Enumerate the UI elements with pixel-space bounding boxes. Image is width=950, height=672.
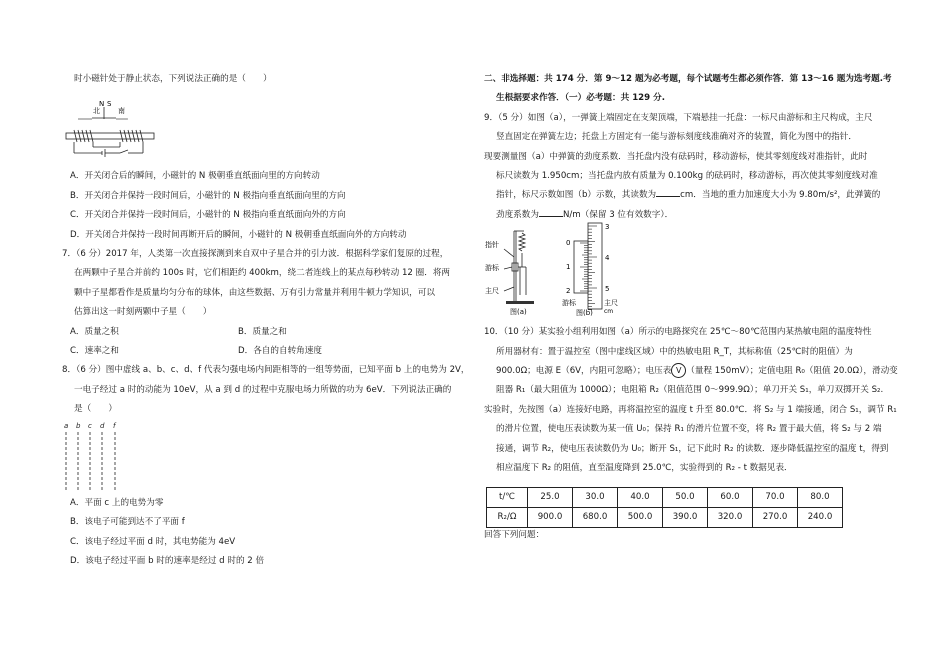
right-column bbox=[484, 70, 900, 542]
table-header-t: t/℃ bbox=[487, 487, 528, 507]
q9-stiffness-blank bbox=[539, 207, 563, 217]
q9-vernier-label: 游标 bbox=[485, 264, 499, 273]
section-heading-line-2: 生根据要求作答．（一）必考题：共 129 分. bbox=[496, 93, 665, 104]
q9-main-tick-4: 4 bbox=[605, 254, 610, 263]
q8-stem-line-3: 是（ ） bbox=[74, 404, 117, 415]
q8-option-c: C．该电子经过平面 d 时，其电势能为 4eV bbox=[70, 536, 236, 547]
q10-line-1: 10．（10 分）某实验小组利用如图（a）所示的电路探究在 25℃～80℃范围内某热敏电阻的温度特性 bbox=[484, 327, 872, 338]
q9-main-scale-label: 主尺 bbox=[485, 287, 499, 296]
table-header-r2: R₂/Ω bbox=[487, 507, 528, 527]
voltmeter-icon: V bbox=[671, 363, 686, 378]
q9-b-main-label: 主尺 bbox=[604, 299, 618, 308]
q9-line-3: 现要测量图（a）中弹簧的劲度系数．当托盘内没有砝码时，移动游标，使其零刻度线对准指针，此时 bbox=[484, 151, 868, 162]
q10-line-3 bbox=[484, 362, 900, 381]
q9-vernier-tick-1: 1 bbox=[566, 263, 571, 272]
table-cell: 500.0 bbox=[618, 507, 663, 527]
table-cell: 25.0 bbox=[528, 487, 573, 507]
q9-line-1: 9．（5 分）如图（a），一弹簧上端固定在支架顶端，下端悬挂一托盘：一标尺由游标和主尺构成，主尺 bbox=[484, 112, 873, 123]
q9-line-2: 竖直固定在弹簧左边；托盘上方固定有一能与游标刻度线准确对齐的装置，简化为图中的指针． bbox=[496, 132, 857, 143]
q8-label-d: d bbox=[100, 421, 105, 430]
q8-label-b: b bbox=[76, 421, 81, 430]
answer-prompt: 回答下列问题： bbox=[484, 530, 545, 541]
q8-option-a: A．平面 c 上的电势为零 bbox=[70, 497, 164, 508]
q9-vernier-tick-2: 2 bbox=[566, 287, 571, 296]
q10-line-3-after: （量程 150mV）；定值电阻 R₀（阻值 20.0Ω），滑动变 bbox=[686, 366, 898, 377]
table-row-temperature bbox=[487, 487, 843, 507]
q6-option-c: C．开关闭合并保持一段时间后，小磁针的 N 极指向垂直纸面向外的方向 bbox=[70, 210, 346, 221]
q9-vernier-reading-diagram bbox=[536, 219, 656, 317]
q9-line-6-after: N/m（保留 3 位有效数字）． bbox=[562, 209, 674, 220]
q7-stem-line-3: 颗中子星都看作是质量均匀分布的球体，由这些数据、万有引力常量并利用牛顿力学知识，可以 bbox=[74, 287, 435, 298]
left-column bbox=[62, 70, 472, 571]
q9-line-5-text: 指针，标尺示数如图（b）示数，其读数为 bbox=[496, 190, 657, 201]
q8-stem-line-1: 8．（6 分）图中虚线 a、b、c、d、f 代表匀强电场内间距相等的一组等势面，已知平面 b 上的电势为 2V， bbox=[62, 365, 470, 376]
q9-line-4: 标尺读数为 1.950cm；当托盘内放有质量为 0.100kg 的砝码时，移动游标，再次使其零刻度线对准 bbox=[496, 171, 878, 182]
q9-figure bbox=[484, 225, 900, 323]
q6-south-label: 南 bbox=[118, 107, 125, 116]
q9-main-tick-5: 5 bbox=[605, 285, 610, 294]
q8-option-b: B．该电子可能到达不了平面 f bbox=[70, 517, 185, 528]
q9-line-5-after: cm．当地的重力加速度大小为 9.80m/s²，此弹簧的 bbox=[680, 190, 881, 201]
q7-options-row-1 bbox=[62, 323, 472, 342]
q6-solenoid-diagram bbox=[62, 89, 162, 165]
q8-option-d: D．该电子经过平面 b 时的速率是经过 d 时的 2 倍 bbox=[70, 555, 265, 566]
q6-s-pole: S bbox=[107, 100, 112, 109]
q6-option-b: B．开关闭合并保持一段时间后，小磁针的 N 极指向垂直纸面向里的方向 bbox=[70, 190, 346, 201]
table-cell: 680.0 bbox=[573, 507, 618, 527]
q7-stem-line-2: 在两颗中子星合并前约 100s 时，它们相距约 400km，绕二者连线上的某点每秒转动 12 圈．将两 bbox=[74, 268, 451, 279]
table-cell: 40.0 bbox=[618, 487, 663, 507]
q6-stem-tail: 时小磁针处于静止状态，下列说法正确的是（ ） bbox=[74, 74, 272, 84]
q9-caption-b: 图(b) bbox=[576, 309, 593, 318]
q9-b-vernier-label: 游标 bbox=[562, 299, 576, 308]
table-cell: 900.0 bbox=[528, 507, 573, 527]
q6-option-d: D．开关闭合并保持一段时间再断开后的瞬间，小磁针的 N 极朝垂直纸面向外的方向转动 bbox=[70, 229, 407, 240]
q8-stem-line-2: 一电子经过 a 时的动能为 10eV，从 a 到 d 的过程中克服电场力所做的功为 6eV．下列说法正确的 bbox=[74, 384, 452, 395]
q7-stem-line-4: 估算出这一时刻两颗中子星（ ） bbox=[74, 307, 212, 318]
q10-line-6: 的滑片位置，使电压表读数为某一值 U₀；保持 R₁ 的滑片位置不变，将 R₂ 置于最大值，将 S₂ 与 2 端 bbox=[496, 424, 882, 435]
q8-figure bbox=[62, 420, 472, 494]
table-cell: 30.0 bbox=[573, 487, 618, 507]
q9-line-5 bbox=[484, 186, 900, 205]
q6-n-pole: N bbox=[99, 100, 105, 109]
section-heading-line-1: 二、非选择题：共 174 分．第 9～12 题为必考题，每个试题考生都必须作答．第 13～16 题为选考题.考 bbox=[484, 74, 892, 84]
q7-option-b: B．质量之和 bbox=[238, 326, 287, 337]
table-row-resistance bbox=[487, 507, 843, 527]
table-cell: 50.0 bbox=[663, 487, 708, 507]
q7-option-a: A．质量之积 bbox=[70, 326, 119, 337]
q8-label-a: a bbox=[64, 421, 69, 430]
table-cell: 70.0 bbox=[753, 487, 798, 507]
q7-option-d: D．各自的自转角速度 bbox=[238, 346, 322, 357]
table-cell: 320.0 bbox=[708, 507, 753, 527]
q9-line-6-before: 劲度系数为 bbox=[496, 209, 539, 220]
q9-unit-label: cm bbox=[604, 308, 614, 316]
table-cell: 80.0 bbox=[798, 487, 843, 507]
q9-reading-blank bbox=[656, 187, 680, 197]
table-cell: 390.0 bbox=[663, 507, 708, 527]
q7-stem-line-1: 7．（6 分）2017 年，人类第一次直接探测到来自双中子星合并的引力波．根据科学家们复原的过程， bbox=[62, 249, 449, 260]
q9-main-tick-3: 3 bbox=[605, 223, 610, 232]
q6-option-a: A．开关闭合后的瞬间，小磁针的 N 极朝垂直纸面向里的方向转动 bbox=[70, 171, 320, 182]
q7-options-row-2 bbox=[62, 342, 472, 361]
q8-label-c: c bbox=[88, 421, 92, 430]
q9-caption-a: 图(a) bbox=[510, 308, 527, 317]
table-cell: 60.0 bbox=[708, 487, 753, 507]
q6-north-label: 北 bbox=[93, 107, 100, 116]
q6-figure bbox=[62, 89, 472, 167]
q8-label-f: f bbox=[113, 421, 116, 430]
q7-option-c: C．速率之和 bbox=[70, 346, 119, 357]
q10-line-8: 相应温度下 R₂ 的阻值，直至温度降到 25.0℃，实验得到的 R₂ - t 数据见表． bbox=[496, 463, 793, 474]
q10-line-7: 接通，调节 R₂，使电压表读数仍为 U₀；断开 S₁，记下此时 R₂ 的读数．逐步降低温控室的温度 t，得到 bbox=[496, 443, 889, 454]
r2-t-data-table bbox=[486, 487, 843, 529]
q10-line-3-before: 900.0Ω；电源 E（6V，内阻可忽略）；电压表 bbox=[496, 366, 672, 377]
q10-line-2: 所用器材有：置于温控室（图中虚线区域）中的热敏电阻 R_T，其标称值（25℃时的阻值）为 bbox=[496, 346, 853, 357]
q10-line-4: 阻器 R₁（最大阻值为 1000Ω）；电阻箱 R₂（阻值范围 0～999.9Ω）；单刀开关 S₁，单刀双掷开关 S₂. bbox=[496, 385, 884, 396]
q9-pointer-label: 指针 bbox=[485, 241, 499, 250]
q8-equipotential-diagram bbox=[62, 420, 142, 492]
table-cell: 270.0 bbox=[753, 507, 798, 527]
table-cell: 240.0 bbox=[798, 507, 843, 527]
q10-line-5: 实验时，先按图（a）连接好电路，再将温控室的温度 t 升至 80.0℃．将 S₂ 与 1 端接通，闭合 S₁，调节 R₁ bbox=[484, 404, 897, 415]
q9-vernier-tick-0: 0 bbox=[566, 239, 571, 248]
